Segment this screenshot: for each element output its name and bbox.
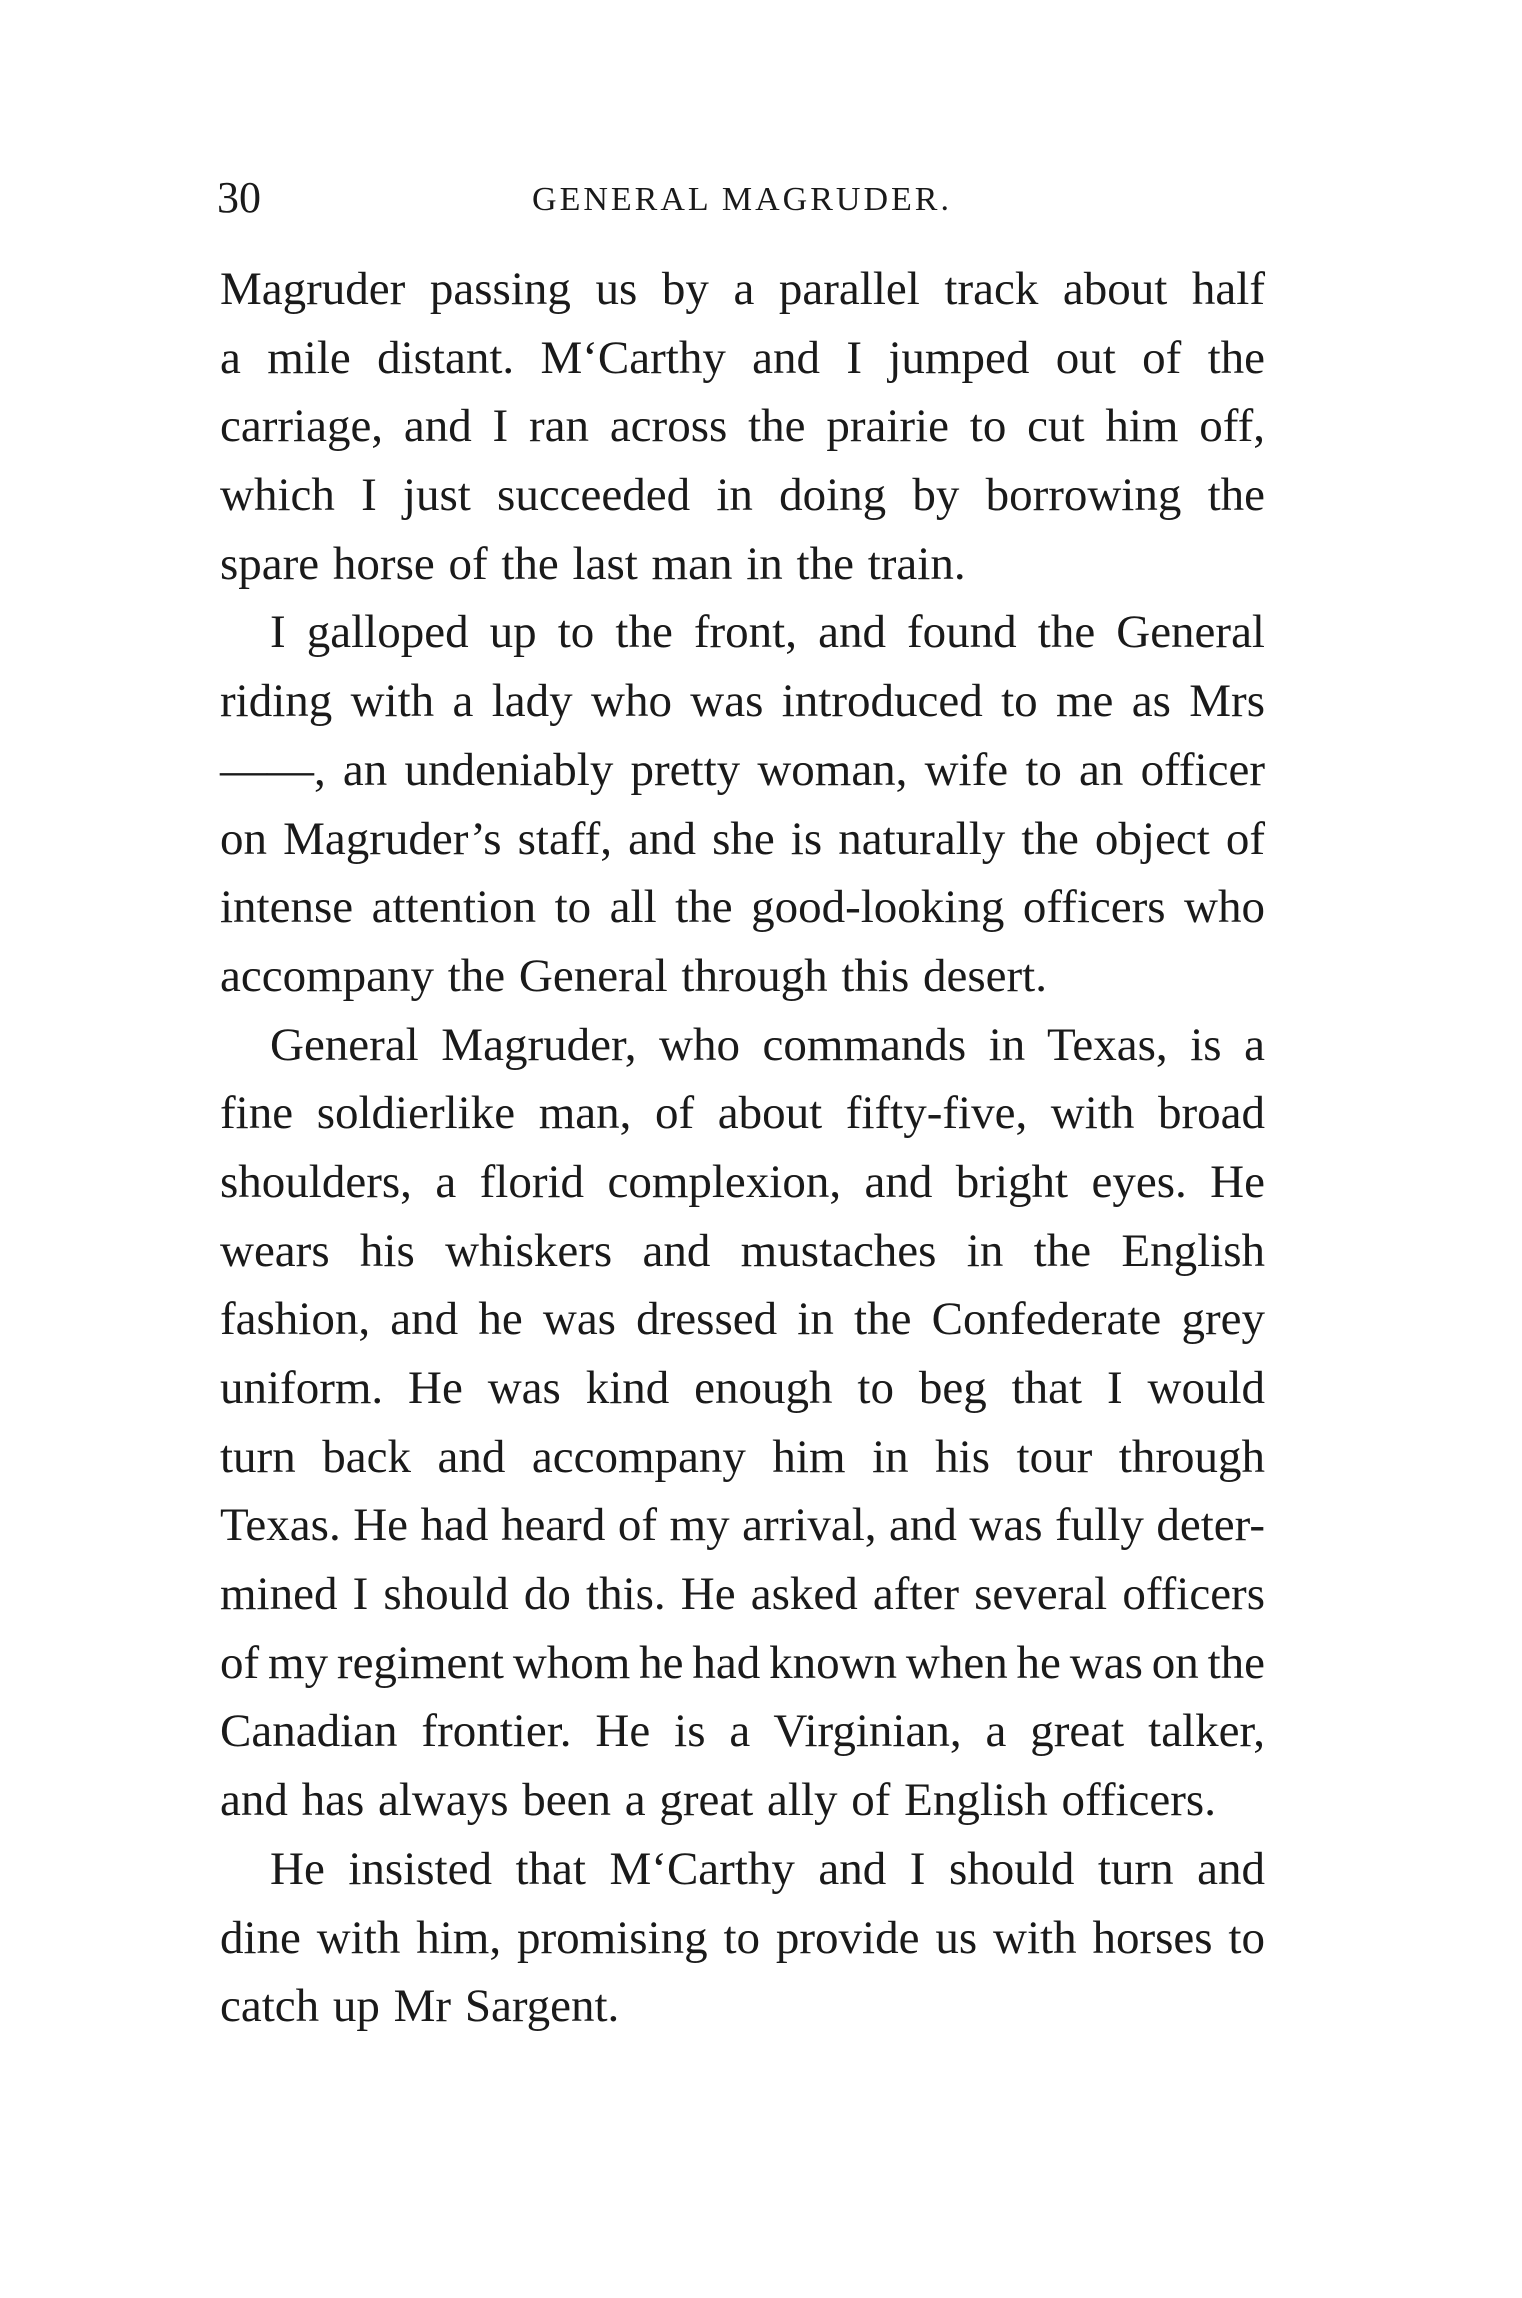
- text-line: intense attention to all the good-looking officers who: [220, 881, 1265, 934]
- paragraph-2: [220, 598, 1265, 1010]
- text-line: Texas. He had heard of my arrival, and was fully deter-: [220, 1499, 1265, 1552]
- text-line: fine soldierlike man, of about fifty-five, with broad: [220, 1087, 1265, 1140]
- paragraph-1: [220, 255, 1265, 598]
- text-line: turn back and accompany him in his tour through: [220, 1430, 1265, 1483]
- text-line: uniform. He was kind enough to beg that I would: [220, 1362, 1265, 1414]
- text-line: General Magruder, who commands in Texas, is a: [270, 1018, 1265, 1071]
- text-line: ——, an undeniably pretty woman, wife to an officer: [220, 743, 1265, 796]
- text-line: and has always been a great ally of English officers.: [220, 1774, 1216, 1827]
- running-head: GENERAL MAGRUDER.: [532, 181, 952, 218]
- paragraph-3: [220, 1011, 1265, 1835]
- page-number: 30: [217, 173, 261, 222]
- text-line: He insisted that M‘Carthy and I should turn and: [270, 1842, 1265, 1895]
- body-text: [220, 255, 1265, 2041]
- text-line: fashion, and he was dressed in the Confederate grey: [220, 1293, 1265, 1346]
- text-line: dine with him, promising to provide us with horses to: [220, 1911, 1265, 1964]
- text-line: which I just succeeded in doing by borrowing the: [220, 469, 1265, 522]
- text-line: catch up Mr Sargent.: [220, 1980, 620, 2033]
- text-line: riding with a lady who was introduced to me as Mrs: [220, 675, 1265, 728]
- text-line: carriage, and I ran across the prairie to cut him off,: [220, 400, 1265, 453]
- text-line: mined I should do this. He asked after several officers: [220, 1568, 1265, 1621]
- text-line: spare horse of the last man in the train.: [220, 537, 966, 590]
- page-header: [217, 168, 1267, 228]
- text-line: on Magruder’s staff, and she is naturally the object of: [220, 812, 1265, 865]
- text-line: of my regiment whom he had known when he was on the: [220, 1636, 1265, 1689]
- text-line: Magruder passing us by a parallel track about half: [220, 263, 1265, 315]
- text-line: accompany the General through this desert.: [220, 949, 1047, 1002]
- text-line: Canadian frontier. He is a Virginian, a great talker,: [220, 1705, 1265, 1758]
- text-line: a mile distant. M‘Carthy and I jumped out of the: [220, 331, 1265, 384]
- text-line: I galloped up to the front, and found the General: [270, 606, 1265, 659]
- text-line: wears his whiskers and mustaches in the English: [220, 1224, 1265, 1277]
- text-line: shoulders, a florid complexion, and bright eyes. He: [220, 1155, 1265, 1208]
- paragraph-4: [220, 1835, 1265, 2041]
